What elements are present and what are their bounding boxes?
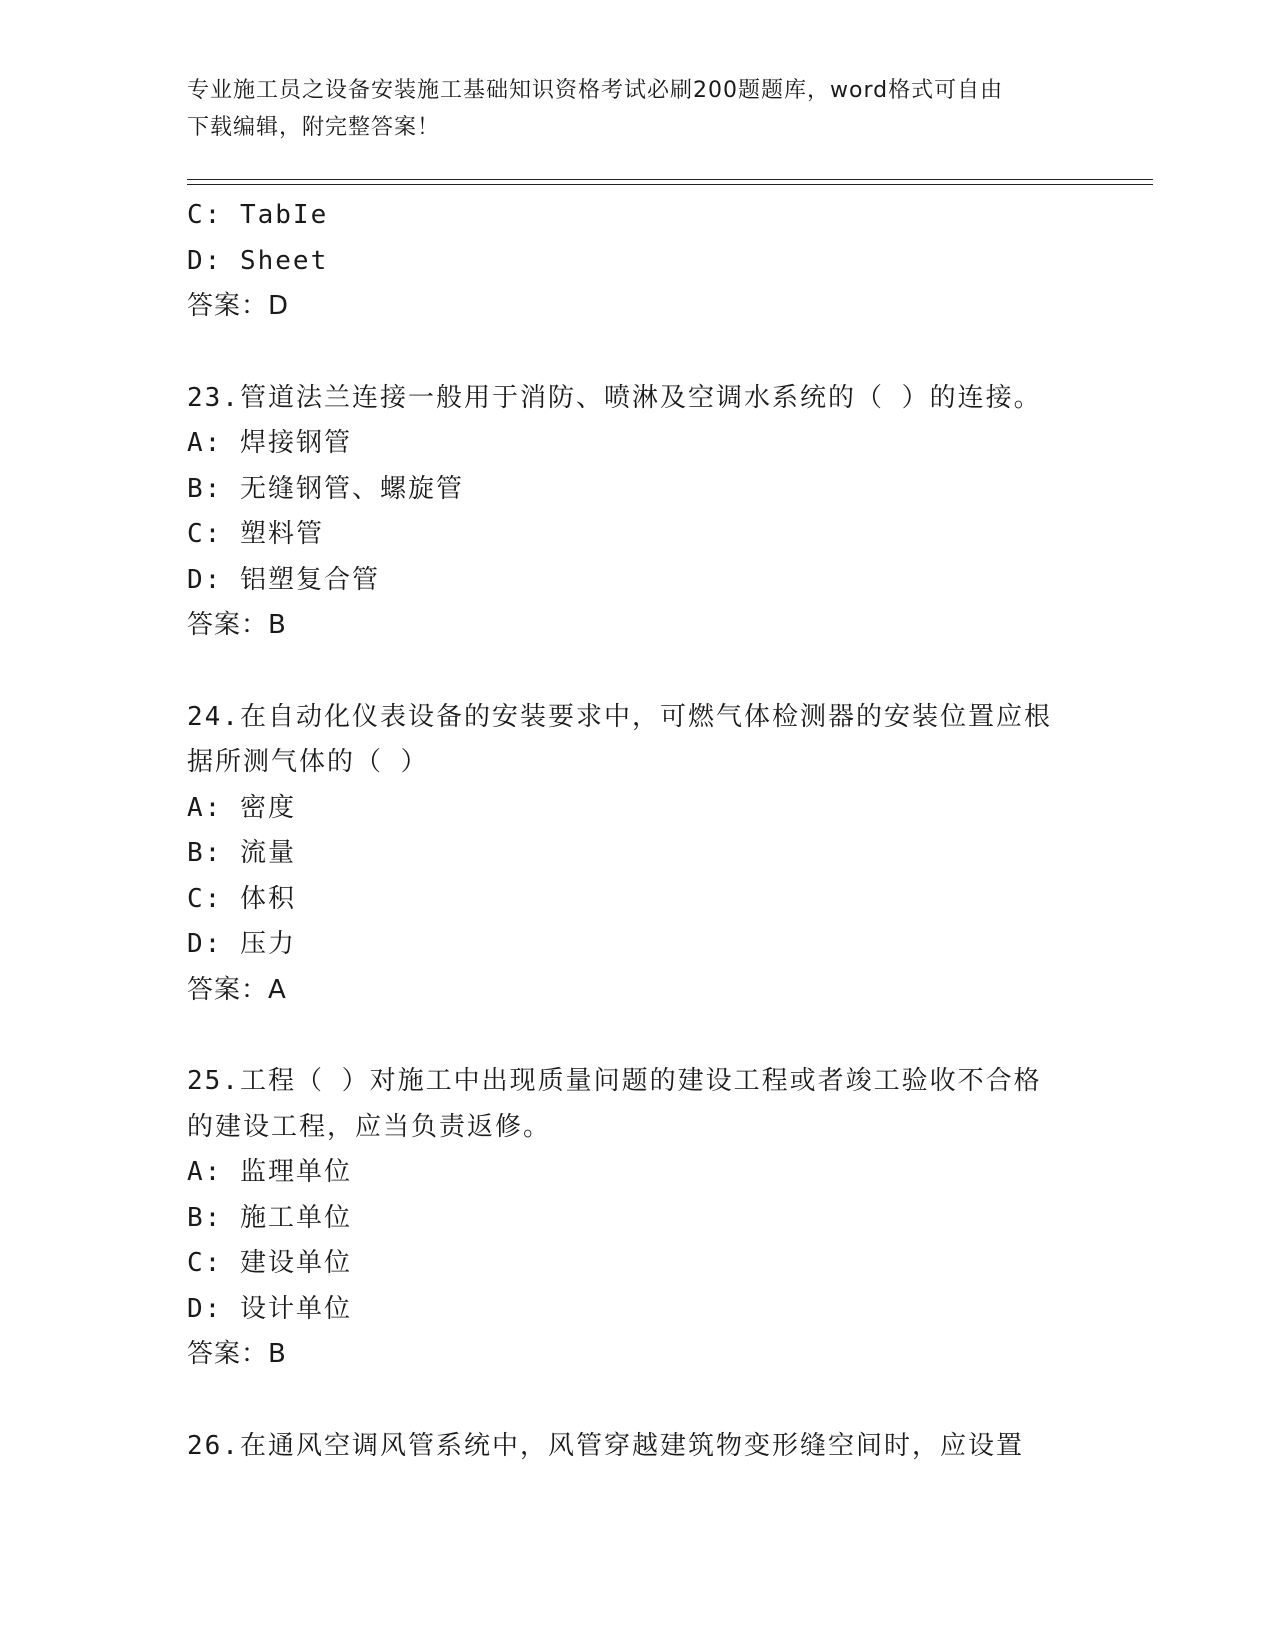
header-divider-bottom <box>187 184 1153 185</box>
question-25-option-c: C: 建设单位 <box>187 1248 352 1278</box>
question-list <box>187 193 1087 1469</box>
question-25-text-line-1: 25.工程（ ）对施工中出现质量问题的建设工程或者竣工验收不合格 <box>187 1066 1042 1096</box>
answer: 答案：D <box>187 291 290 321</box>
question-25-option-b: B: 施工单位 <box>187 1202 352 1233</box>
document-header <box>187 72 1067 146</box>
question-25-answer: 答案：B <box>187 1339 287 1369</box>
option-d: D: Sheet <box>187 245 329 276</box>
question-24-option-c: C: 体积 <box>187 883 296 914</box>
question-24-option-b: B: 流量 <box>187 838 296 868</box>
question-23-option-b: B: 无缝钢管、螺旋管 <box>187 473 464 504</box>
question-23-option-c: C: 塑料管 <box>187 519 324 549</box>
question-24-text-line-1: 24.在自动化仪表设备的安装要求中，可燃气体检测器的安装位置应根 <box>187 701 1052 732</box>
question-25-option-a: A: 监理单位 <box>187 1157 352 1187</box>
question-24-option-a: A: 密度 <box>187 792 296 823</box>
question-23-answer: 答案：B <box>187 610 287 640</box>
question-25-option-d: D: 设计单位 <box>187 1293 352 1324</box>
header-line-2: 下载编辑，附完整答案！ <box>187 115 441 140</box>
option-c: C: TabIe <box>187 200 329 230</box>
header-divider-top <box>187 179 1153 180</box>
question-25-text-line-2: 的建设工程，应当负责返修。 <box>187 1111 552 1142</box>
question-23-text: 23.管道法兰连接一般用于消防、喷淋及空调水系统的（ ）的连接。 <box>187 382 1042 413</box>
question-23-option-a: A: 焊接钢管 <box>187 428 352 458</box>
question-24-answer: 答案：A <box>187 974 287 1005</box>
question-24-option-d: D: 压力 <box>187 929 296 959</box>
question-23-option-d: D: 铝塑复合管 <box>187 564 380 595</box>
header-line-1: 专业施工员之设备安装施工基础知识资格考试必刷200题题库，word格式可自由 <box>187 78 1004 103</box>
question-26-text: 26.在通风空调风管系统中，风管穿越建筑物变形缝空间时，应设置 <box>187 1430 1024 1461</box>
question-24-text-line-2: 据所测气体的（ ） <box>187 747 429 777</box>
